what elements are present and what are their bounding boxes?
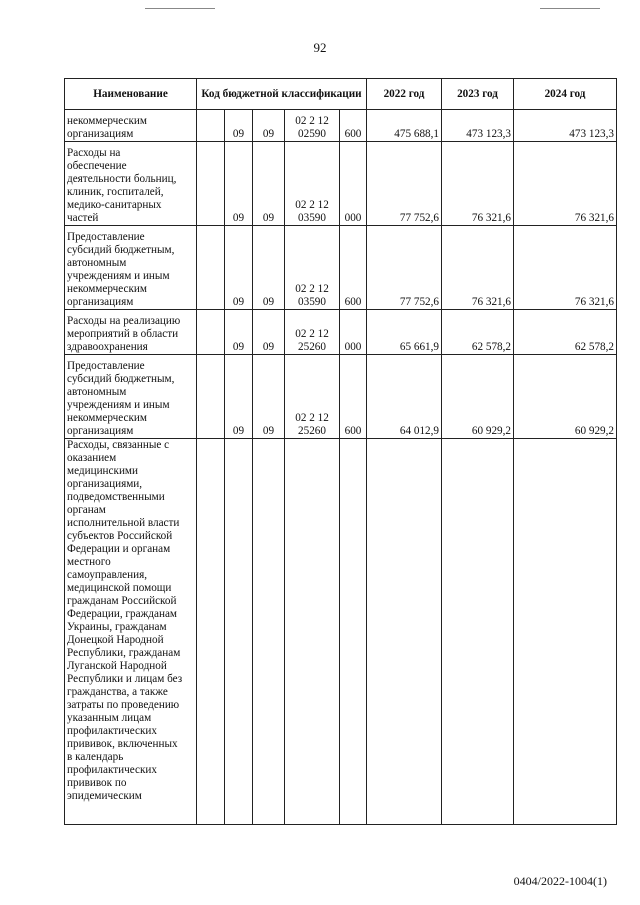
- amount-2023: 473 123,3: [442, 110, 514, 142]
- row-name-line: субъектов Российской: [67, 530, 173, 542]
- section-code: 09: [225, 226, 253, 310]
- section-code: 09: [225, 310, 253, 355]
- row-name-line: медико-санитарных: [67, 199, 162, 211]
- table-body: [65, 110, 617, 825]
- row-name-line: Предоставление: [67, 231, 145, 243]
- subsection-code: 09: [253, 355, 285, 439]
- expense-type-code: 000: [340, 142, 367, 226]
- spacer-cell: [197, 142, 225, 226]
- amount-2022: 65 661,9: [367, 310, 442, 355]
- amount-2024: 473 123,3: [514, 110, 617, 142]
- row-name-line: профилактических: [67, 725, 157, 737]
- header-2023: 2023 год: [442, 79, 514, 110]
- target-article-code: 02 2 12 02590: [285, 110, 340, 142]
- document-code: 0404/2022-1004(1): [513, 874, 607, 888]
- section-code: 09: [225, 142, 253, 226]
- table-row: [65, 142, 617, 226]
- amount-2023: 60 929,2: [442, 355, 514, 439]
- amount-2022: 77 752,6: [367, 226, 442, 310]
- amount-2022: [367, 439, 442, 825]
- row-name-line: самоуправления,: [67, 569, 148, 581]
- row-name-line: организациям: [67, 425, 134, 437]
- row-name-line: некоммерческим: [67, 283, 147, 295]
- target-article-code: 02 2 12 25260: [285, 355, 340, 439]
- row-name-line: автономным: [67, 386, 127, 398]
- row-name-line: учреждениям и иным: [67, 270, 170, 282]
- subsection-code: [253, 439, 285, 825]
- row-name-line: Предоставление: [67, 360, 145, 372]
- amount-2023: 76 321,6: [442, 142, 514, 226]
- target-article-code: [285, 439, 340, 825]
- row-name-line: автономным: [67, 257, 127, 269]
- section-code: [225, 439, 253, 825]
- row-name-line: оказанием: [67, 452, 117, 464]
- row-name-line: подведомственными: [67, 491, 165, 503]
- amount-2023: 76 321,6: [442, 226, 514, 310]
- table-row: [65, 110, 617, 142]
- section-code: 09: [225, 355, 253, 439]
- row-name-line: в календарь: [67, 751, 124, 763]
- row-name-line: Расходы, связанные с: [67, 439, 170, 451]
- table-row: [65, 439, 617, 825]
- row-name: [65, 355, 197, 439]
- row-name-line: Федерации и органам: [67, 543, 171, 555]
- amount-2024: 76 321,6: [514, 226, 617, 310]
- row-name-line: Расходы на реализацию: [67, 315, 181, 327]
- row-name-line: Республики и лицам без: [67, 673, 183, 685]
- row-name-line: некоммерческим: [67, 115, 147, 127]
- scan-artifact: [540, 8, 600, 9]
- header-2022: 2022 год: [367, 79, 442, 110]
- row-name-line: Республики, гражданам: [67, 647, 181, 659]
- expense-type-code: 600: [340, 355, 367, 439]
- subsection-code: 09: [253, 226, 285, 310]
- subsection-code: 09: [253, 310, 285, 355]
- row-name-line: клиник, госпиталей,: [67, 186, 164, 198]
- header-2024: 2024 год: [514, 79, 617, 110]
- row-name: [65, 439, 197, 825]
- spacer-cell: [197, 310, 225, 355]
- spacer-cell: [197, 226, 225, 310]
- row-name-line: гражданам Российской: [67, 595, 177, 607]
- amount-2022: 64 012,9: [367, 355, 442, 439]
- row-name-line: обеспечение: [67, 160, 127, 172]
- row-name-line: мероприятий в области: [67, 328, 179, 340]
- target-article-code: 02 2 12 25260: [285, 310, 340, 355]
- row-name-line: прививок по: [67, 777, 127, 789]
- row-name-line: Луганской Народной: [67, 660, 167, 672]
- row-name-line: Федерации, гражданам: [67, 608, 177, 620]
- row-name-line: субсидий бюджетным,: [67, 373, 175, 385]
- amount-2022: 475 688,1: [367, 110, 442, 142]
- row-name-line: профилактических: [67, 764, 157, 776]
- row-name-line: органам: [67, 504, 106, 516]
- spacer-cell: [197, 355, 225, 439]
- row-name-line: затраты по проведению: [67, 699, 180, 711]
- spacer-cell: [197, 110, 225, 142]
- row-name-line: Украины, гражданам: [67, 621, 167, 633]
- amount-2024: 60 929,2: [514, 355, 617, 439]
- row-name-line: указанным лицам: [67, 712, 152, 724]
- amount-2024: 76 321,6: [514, 142, 617, 226]
- row-name-line: деятельности больниц,: [67, 173, 177, 185]
- row-name: [65, 226, 197, 310]
- row-name-line: прививок, включенных: [67, 738, 178, 750]
- target-article-code: 02 2 12 03590: [285, 226, 340, 310]
- row-name-line: частей: [67, 212, 99, 224]
- amount-2022: 77 752,6: [367, 142, 442, 226]
- table-row: [65, 310, 617, 355]
- row-name-line: некоммерческим: [67, 412, 147, 424]
- target-article-code: 02 2 12 03590: [285, 142, 340, 226]
- expense-type-code: 600: [340, 110, 367, 142]
- row-name-line: Донецкой Народной: [67, 634, 164, 646]
- row-name-line: местного: [67, 556, 111, 568]
- row-name-line: медицинскими: [67, 465, 138, 477]
- subsection-code: 09: [253, 142, 285, 226]
- header-name: Наименование: [65, 79, 197, 110]
- page-number: 92: [313, 40, 327, 55]
- row-name: [65, 110, 197, 142]
- row-name-line: организациями,: [67, 478, 143, 490]
- budget-table: [64, 78, 617, 825]
- table-row: [65, 355, 617, 439]
- row-name-line: медицинской помощи: [67, 582, 172, 594]
- amount-2023: 62 578,2: [442, 310, 514, 355]
- row-name-line: организациям: [67, 296, 134, 308]
- row-name-line: исполнительной власти: [67, 517, 180, 529]
- row-name: [65, 310, 197, 355]
- expense-type-code: 000: [340, 310, 367, 355]
- expense-type-code: [340, 439, 367, 825]
- expense-type-code: 600: [340, 226, 367, 310]
- amount-2023: [442, 439, 514, 825]
- row-name: [65, 142, 197, 226]
- row-name-line: организациям: [67, 128, 134, 140]
- row-name-line: эпидемическим: [67, 790, 142, 802]
- section-code: 09: [225, 110, 253, 142]
- spacer-cell: [197, 439, 225, 825]
- subsection-code: 09: [253, 110, 285, 142]
- row-name-line: учреждениям и иным: [67, 399, 170, 411]
- row-name-line: субсидий бюджетным,: [67, 244, 175, 256]
- header-code: Код бюджетной классификации: [197, 79, 367, 110]
- row-name-line: здравоохранения: [67, 341, 148, 353]
- row-name-line: гражданства, а также: [67, 686, 168, 698]
- table-header-row: [65, 79, 617, 110]
- row-name-line: Расходы на: [67, 147, 121, 159]
- table-row: [65, 226, 617, 310]
- amount-2024: 62 578,2: [514, 310, 617, 355]
- amount-2024: [514, 439, 617, 825]
- scan-artifact: [145, 8, 215, 9]
